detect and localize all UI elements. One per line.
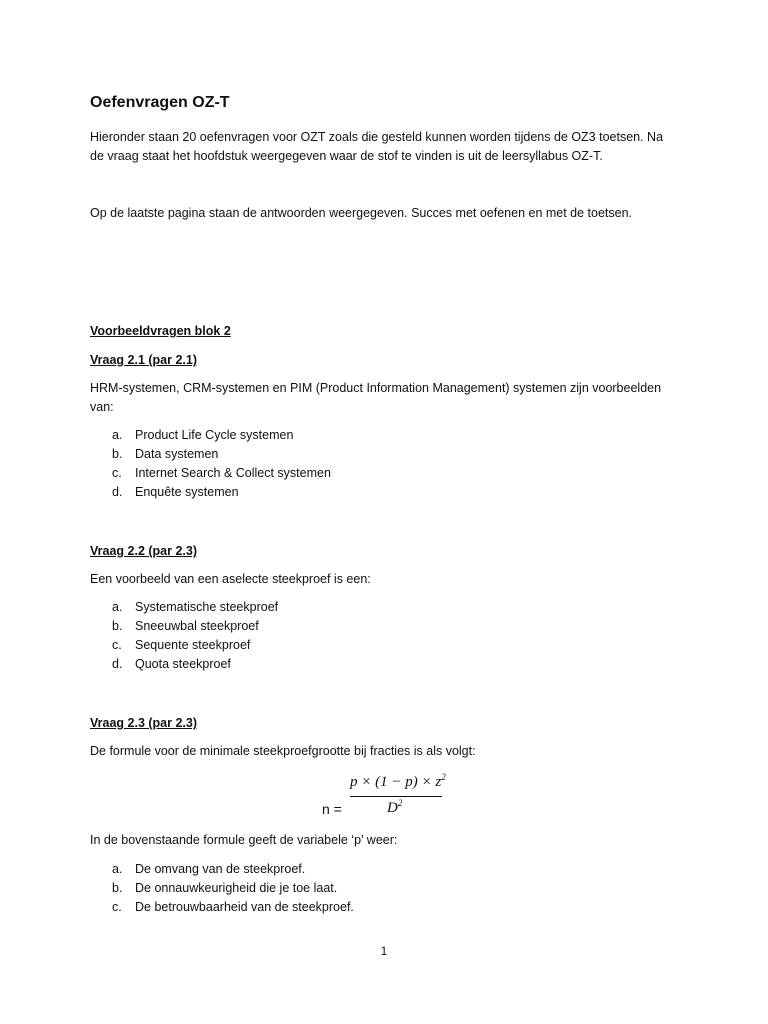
option-text: Sneeuwbal steekproef [135, 619, 259, 633]
option-text: Enquête systemen [135, 485, 239, 499]
option-letter: a. [112, 862, 123, 876]
intro-line-1: Hieronder staan 20 oefenvragen voor OZT zoals die gesteld kunnen worden tijdens de OZ3 toetsen. Na [90, 130, 664, 144]
block-heading: Voorbeeldvragen blok 2 [90, 324, 231, 338]
option-letter: c. [112, 466, 122, 480]
formula-lhs: n = [322, 801, 342, 817]
numerator-exponent: 2 [441, 772, 446, 782]
option-letter: c. [112, 638, 122, 652]
intro-line-3: Op de laatste pagina staan de antwoorden weergegeven. Succes met oefenen en met de toetsen. [90, 206, 633, 220]
page-number: 1 [380, 944, 388, 958]
option-letter: a. [112, 600, 123, 614]
option-letter: b. [112, 447, 123, 461]
option-text: Systematische steekproef [135, 600, 279, 614]
intro-line-2: de vraag staat het hoofdstuk weergegeven waar de stof te vinden is uit de leersyllabus OZ-T. [90, 149, 603, 163]
question-text: Een voorbeeld van een aselecte steekproef is een: [90, 572, 371, 586]
question-text: De formule voor de minimale steekproefgrootte bij fracties is als volgt: [90, 744, 476, 758]
option-letter: b. [112, 881, 123, 895]
numerator-text: p × (1 − p) × z [350, 774, 442, 790]
denominator-exponent: 2 [397, 798, 403, 808]
formula-numerator [350, 772, 446, 791]
option-letter: d. [112, 485, 123, 499]
option-text: Product Life Cycle systemen [135, 428, 294, 442]
question-text: In de bovenstaande formule geeft de variabele ‘p’ weer: [90, 833, 398, 847]
option-letter: b. [112, 619, 123, 633]
fraction-bar [350, 796, 442, 797]
option-text: De betrouwbaarheid van de steekproef. [135, 900, 354, 914]
option-letter: c. [112, 900, 122, 914]
option-text: Internet Search & Collect systemen [135, 466, 331, 480]
option-text: De omvang van de steekproef. [135, 862, 306, 876]
option-text: Sequente steekproef [135, 638, 251, 652]
option-letter: a. [112, 428, 123, 442]
question-heading: Vraag 2.2 (par 2.3) [90, 544, 198, 558]
formula-denominator [387, 798, 402, 817]
denominator-text: D [387, 800, 398, 816]
option-text: Data systemen [135, 447, 219, 461]
page-title: Oefenvragen OZ-T [90, 94, 230, 111]
option-letter: d. [112, 657, 123, 671]
question-heading: Vraag 2.3 (par 2.3) [90, 716, 198, 730]
option-text: Quota steekproef [135, 657, 231, 671]
question-text: van: [90, 400, 114, 414]
option-text: De onnauwkeurigheid die je toe laat. [135, 881, 338, 895]
question-text: HRM-systemen, CRM-systemen en PIM (Product Information Management) systemen zijn voorbeelden [90, 381, 662, 395]
question-heading: Vraag 2.1 (par 2.1) [90, 353, 198, 367]
